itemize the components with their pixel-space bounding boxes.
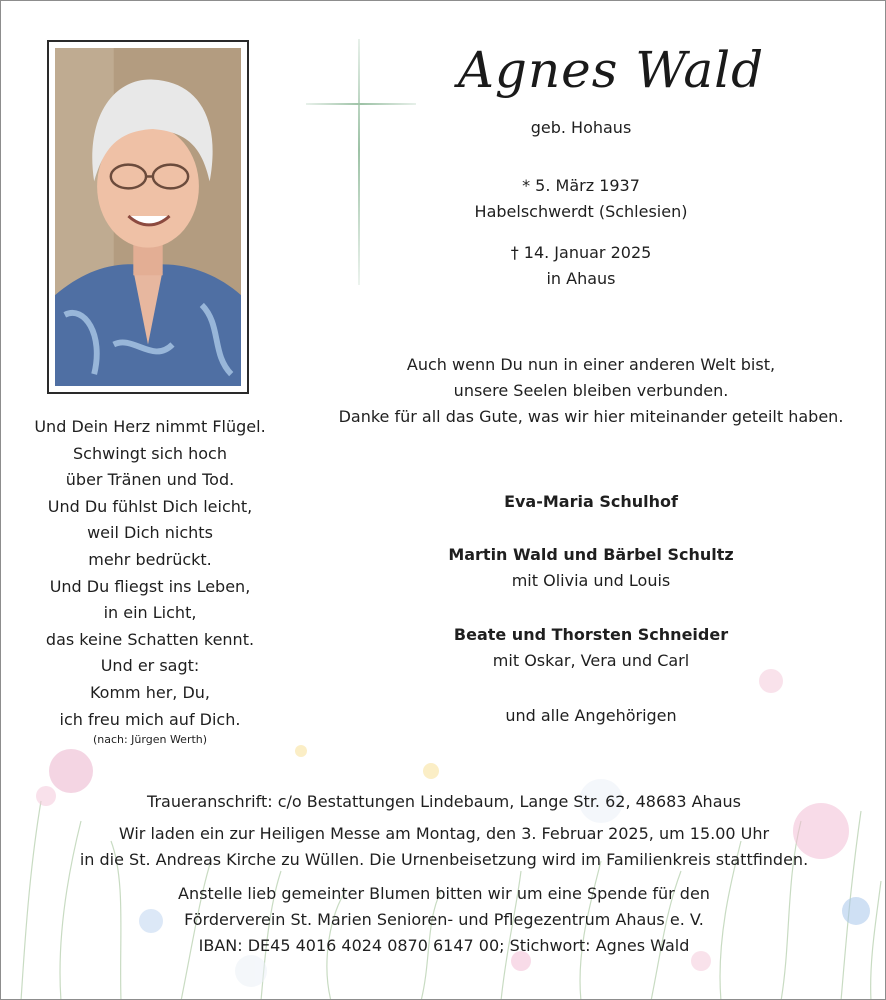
- mourner-name: Beate und Thorsten Schneider: [453, 625, 729, 644]
- poem-line: Und Du fühlst Dich leicht,: [47, 496, 253, 516]
- poem-line: ich freu mich auf Dich.: [59, 709, 241, 729]
- poem-line: mehr bedrückt.: [88, 549, 212, 569]
- poem-credit: (nach: Jürgen Werth): [92, 733, 208, 746]
- quote-line: Auch wenn Du nun in einer anderen Welt bist,: [406, 355, 776, 374]
- service-info: in die St. Andreas Kirche zu Wüllen. Die Urnenbeisetzung wird im Familienkreis stattfinden.: [79, 850, 809, 869]
- birth-name: geb. Hohaus: [530, 118, 632, 137]
- mourner-children: mit Olivia und Louis: [511, 571, 671, 590]
- donation-info: Anstelle lieb gemeinter Blumen bitten wir um eine Spende für den: [178, 884, 710, 903]
- relatives: und alle Angehörigen: [505, 706, 677, 725]
- death-place: in Ahaus: [546, 269, 616, 288]
- donation-info: Förderverein St. Marien Senioren- und Pflegezentrum Ahaus e. V.: [184, 910, 704, 929]
- deceased-name: Agnes Wald: [457, 41, 765, 99]
- quote-line: unsere Seelen bleiben verbunden.: [453, 381, 729, 400]
- poem-line: über Tränen und Tod.: [65, 470, 235, 490]
- service-info: Wir laden ein zur Heiligen Messe am Montag, den 3. Februar 2025, um 15.00 Uhr: [118, 824, 770, 843]
- mourner-name: Martin Wald und Bärbel Schultz: [448, 545, 734, 564]
- poem-line: Und Dein Herz nimmt Flügel.: [34, 417, 266, 436]
- death-date: † 14. Januar 2025: [510, 243, 652, 262]
- poem-line: das keine Schatten kennt.: [45, 629, 255, 649]
- quote-line: Danke für all das Gute, was wir hier miteinander geteilt haben.: [338, 407, 844, 426]
- mourner-children: mit Oskar, Vera und Carl: [492, 651, 690, 670]
- birth-date: * 5. März 1937: [522, 176, 640, 195]
- funeral-address: Traueranschrift: c/o Bestattungen Lindebaum, Lange Str. 62, 48683 Ahaus: [147, 792, 741, 811]
- portrait-photo: [55, 48, 241, 386]
- portrait-frame: [47, 40, 249, 394]
- poem: [19, 414, 281, 733]
- poem-line: Und Du fliegst ins Leben,: [49, 576, 251, 596]
- poem-line: Schwingt sich hoch: [73, 443, 227, 463]
- birth-place: Habelschwerdt (Schlesien): [474, 202, 688, 221]
- cross-vertical: [358, 39, 360, 285]
- poem-line: weil Dich nichts: [87, 523, 213, 543]
- cross-horizontal: [306, 103, 416, 105]
- poem-line: Komm her, Du,: [89, 682, 211, 702]
- mourner-name: Eva-Maria Schulhof: [504, 492, 678, 511]
- poem-line: Und er sagt:: [100, 656, 200, 676]
- donation-iban: IBAN: DE45 4016 4024 0870 6147 00; Stichwort: Agnes Wald: [198, 936, 690, 955]
- poem-line: in ein Licht,: [103, 603, 197, 623]
